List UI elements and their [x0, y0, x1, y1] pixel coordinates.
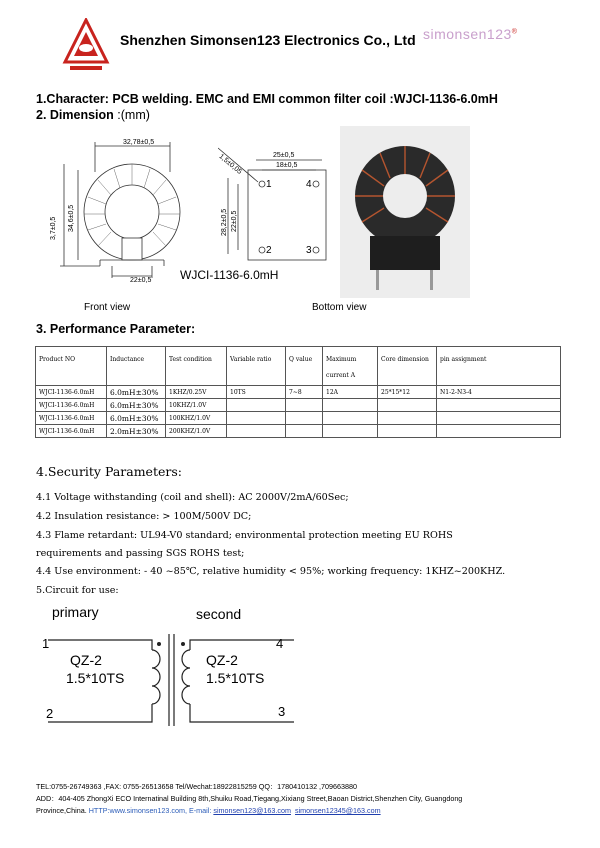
- table-cell: [227, 425, 286, 438]
- table-cell: 10KHZ/1.0V: [166, 399, 227, 412]
- security-item: 4.2 Insulation resistance: > 100M/500V DC;: [36, 511, 252, 522]
- circuit-pin-2: 2: [46, 706, 54, 721]
- table-header: Core dimension: [378, 347, 437, 386]
- table-cell: [286, 425, 323, 438]
- table-header-row: [36, 347, 561, 386]
- circuit-pin-4: 4: [276, 636, 284, 651]
- table-cell: [378, 399, 437, 412]
- footer-links: Province,China. HTTP:www.simonsen123.com, E-mail: simonsen123@163.com simonsen12345@163.com: [36, 806, 381, 815]
- security-item: 4.4 Use environment: - 40 ~85℃, relative humidity < 95%; working frequency: 1KHZ~200KHZ.: [36, 566, 506, 577]
- pin-label-3: 3: [306, 245, 312, 256]
- table-cell: 200KHZ/1.0V: [166, 425, 227, 438]
- bottom-inner-height-label: 22±0,5: [231, 210, 238, 232]
- front-base-label: 22±0,5: [130, 277, 152, 284]
- table-cell: [227, 412, 286, 425]
- pin-label-1: 1: [266, 179, 272, 190]
- footer-contact: TEL:0755-26749363 ,FAX: 0755-26513658 Tel/Wechat:18922815259 QQ：1780410132 ,709663880: [36, 782, 358, 791]
- bottom-outer-height-label: 28,2±0,5: [221, 208, 228, 236]
- table-row: [36, 412, 561, 425]
- table-cell: [286, 412, 323, 425]
- table-cell: 10TS: [227, 386, 286, 399]
- dimension-heading: 2. Dimension :(mm): [36, 108, 150, 122]
- front-outer-height-label: 3,7±0,5: [50, 216, 57, 240]
- table-header: Product NO: [36, 347, 107, 386]
- table-cell: [437, 399, 561, 412]
- table-cell: 100KHZ/1.0V: [166, 412, 227, 425]
- bottom-view-caption: Bottom view: [312, 302, 367, 313]
- table-cell: [286, 399, 323, 412]
- security-item: requirements and passing SGS ROHS test;: [36, 548, 245, 559]
- table-cell: WJCI-1136-6.0mH: [36, 386, 107, 399]
- model-label: WJCI-1136-6.0mH: [180, 268, 279, 282]
- table-cell: WJCI-1136-6.0mH: [36, 425, 107, 438]
- table-cell: 7~8: [286, 386, 323, 399]
- table-header: Test condition: [166, 347, 227, 386]
- table-row: [36, 386, 561, 399]
- bottom-view-drawing: [218, 140, 338, 270]
- table-cell: [437, 425, 561, 438]
- brand-name: simonsen123®: [423, 26, 518, 42]
- table-cell: 6.0mH±30%: [107, 412, 166, 425]
- front-inner-height-label: 34,6±0,5: [68, 204, 75, 232]
- table-row: [36, 399, 561, 412]
- front-view-caption: Front view: [84, 302, 131, 313]
- primary-label: primary: [52, 604, 99, 620]
- primary-turns: 1.5*10TS: [66, 670, 125, 686]
- table-cell: 6.0mH±30%: [107, 399, 166, 412]
- email-link[interactable]: simonsen123@163.com: [213, 806, 291, 815]
- table-cell: 2.0mH±30%: [107, 425, 166, 438]
- table-cell: 25*15*12: [378, 386, 437, 399]
- pin-label-2: 2: [266, 245, 272, 256]
- security-item: 5.Circuit for use:: [36, 585, 119, 596]
- table-row: [36, 425, 561, 438]
- table-header: pin assignment: [437, 347, 561, 386]
- table-cell: [227, 399, 286, 412]
- pin-diameter-label: 1,5±0,05: [217, 153, 243, 176]
- security-heading: 4.Security Parameters:: [36, 464, 182, 479]
- table-cell: 12A: [323, 386, 378, 399]
- table-cell: [378, 425, 437, 438]
- pin-label-4: 4: [306, 179, 312, 190]
- footer-address: ADD：404-405 ZhongXi ECO Internatinal Building 8th,Shuiku Road,Tiegang,Xixiang Street,Baoan District,Shenzhen City, Guangdong: [36, 794, 463, 803]
- table-header: Variable ratio: [227, 347, 286, 386]
- table-cell: [323, 399, 378, 412]
- company-name: Shenzhen Simonsen123 Electronics Co., Ltd: [120, 32, 416, 48]
- table-cell: [323, 412, 378, 425]
- table-cell: [437, 412, 561, 425]
- product-photo: [340, 126, 470, 298]
- table-cell: WJCI-1136-6.0mH: [36, 412, 107, 425]
- performance-table: [35, 346, 561, 438]
- character-heading: 1.Character: PCB welding. EMC and EMI common filter coil :WJCI-1136-6.0mH: [36, 92, 498, 106]
- secondary-turns: 1.5*10TS: [206, 670, 265, 686]
- table-header: Maximum current A: [323, 347, 378, 386]
- second-label: second: [196, 606, 242, 622]
- front-width-label: 32,78±0,5: [123, 139, 155, 146]
- company-logo: [62, 18, 110, 74]
- primary-model: QZ-2: [70, 652, 102, 668]
- table-cell: [323, 425, 378, 438]
- security-item: 4.3 Flame retardant: UL94-V0 standard; environmental protection meeting EU ROHS: [36, 530, 453, 541]
- circuit-pin-3: 3: [278, 704, 286, 719]
- table-header: Q value: [286, 347, 323, 386]
- bottom-inner-width-label: 18±0,5: [276, 162, 298, 169]
- performance-heading: 3. Performance Parameter:: [36, 322, 196, 336]
- table-cell: [378, 412, 437, 425]
- security-item: 4.1 Voltage withstanding (coil and shell): AC 2000V/2mA/60Sec;: [36, 492, 349, 503]
- secondary-model: QZ-2: [206, 652, 238, 668]
- table-cell: 6.0mH±30%: [107, 386, 166, 399]
- bottom-outer-width-label: 25±0,5: [273, 152, 295, 159]
- circuit-pin-1: 1: [42, 636, 50, 651]
- table-cell: 1KHZ/0.25V: [166, 386, 227, 399]
- website-link[interactable]: www.simonsen123.com: [109, 806, 185, 815]
- table-header: Inductance: [107, 347, 166, 386]
- table-cell: WJCI-1136-6.0mH: [36, 399, 107, 412]
- email-link[interactable]: simonsen12345@163.com: [294, 806, 381, 815]
- table-cell: N1-2-N3-4: [437, 386, 561, 399]
